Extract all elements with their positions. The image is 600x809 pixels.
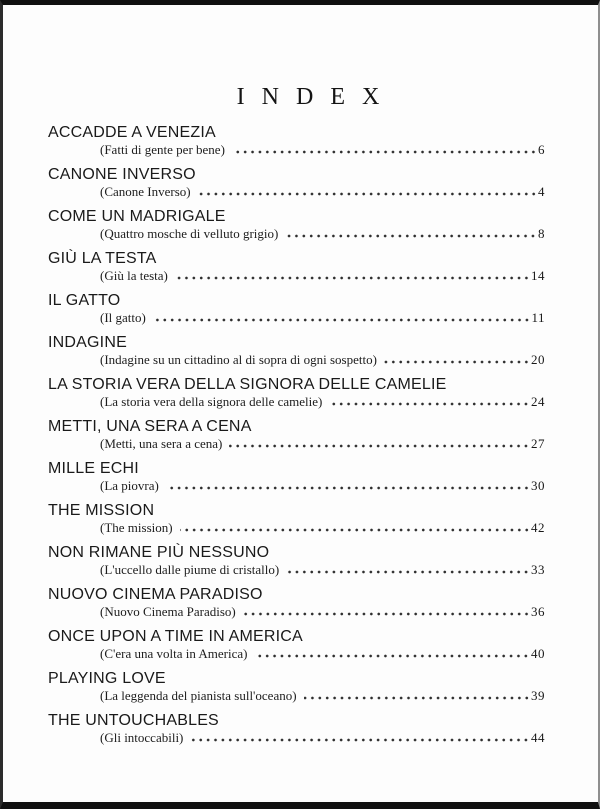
dot-leader — [190, 731, 531, 742]
dot-leader — [384, 353, 531, 364]
index-entry — [48, 670, 545, 703]
song-title: GIÙ LA TESTA — [48, 250, 157, 267]
film-subtitle: (Quattro mosche di velluto grigio) — [100, 226, 279, 241]
dot-leader — [175, 269, 531, 280]
entry-subtitle-row — [48, 563, 545, 577]
page-number: 6 — [538, 142, 545, 157]
dot-leader — [254, 647, 531, 658]
film-subtitle: (Indagine su un cittadino al di sopra di ogni sospetto) — [100, 352, 377, 367]
song-title: ONCE UPON A TIME IN AMERICA — [48, 628, 303, 645]
page-number: 20 — [531, 352, 545, 367]
page-number: 14 — [531, 268, 545, 283]
song-title: ACCADDE A VENEZIA — [48, 124, 216, 141]
entry-subtitle-row — [48, 227, 545, 241]
film-subtitle: (Gli intoccabili) — [100, 730, 184, 745]
index-entry — [48, 544, 545, 577]
entry-subtitle-row — [48, 689, 545, 703]
index-entry — [48, 418, 545, 451]
page-number: 24 — [531, 394, 545, 409]
dot-leader — [286, 563, 531, 574]
song-title: THE MISSION — [48, 502, 155, 519]
film-subtitle: (Canone Inverso) — [100, 184, 191, 199]
index-entry — [48, 250, 545, 283]
page-number: 40 — [531, 646, 545, 661]
index-entry — [48, 292, 545, 325]
song-title: LA STORIA VERA DELLA SIGNORA DELLE CAMELIE — [48, 376, 447, 393]
index-entry — [48, 124, 545, 157]
entry-subtitle-row — [48, 185, 545, 199]
song-title: CANONE INVERSO — [48, 166, 196, 183]
entry-subtitle-row — [48, 521, 545, 535]
entry-subtitle-row — [48, 437, 545, 451]
entry-subtitle-row — [48, 311, 545, 325]
song-title: INDAGINE — [48, 334, 127, 351]
film-subtitle: (Fatti di gente per bene) — [100, 142, 225, 157]
song-title: THE UNTOUCHABLES — [48, 712, 219, 729]
index-list — [48, 124, 545, 745]
film-subtitle: (C'era una volta in America) — [100, 646, 248, 661]
dot-leader — [166, 479, 531, 490]
index-entry — [48, 376, 545, 409]
film-subtitle: (Giù la testa) — [100, 268, 168, 283]
film-subtitle: (Il gatto) — [100, 310, 146, 325]
index-entry — [48, 628, 545, 661]
dot-leader — [229, 437, 531, 448]
dot-leader — [285, 227, 538, 238]
page-number: 42 — [531, 520, 545, 535]
song-title: NON RIMANE PIÙ NESSUNO — [48, 544, 270, 561]
page-number: 27 — [531, 436, 545, 451]
entry-subtitle-row — [48, 647, 545, 661]
page-number: 30 — [531, 478, 545, 493]
page-title: INDEX — [236, 84, 397, 110]
song-title: MILLE ECHI — [48, 460, 139, 477]
dot-leader — [304, 689, 531, 700]
dot-leader — [198, 185, 538, 196]
entry-subtitle-row — [48, 605, 545, 619]
page-number: 33 — [531, 562, 545, 577]
film-subtitle: (The mission) — [100, 520, 173, 535]
entry-subtitle-row — [48, 395, 545, 409]
film-subtitle: (L'uccello dalle piume di cristallo) — [100, 562, 280, 577]
index-entry — [48, 586, 545, 619]
page-number: 11 — [531, 310, 545, 325]
song-title: COME UN MADRIGALE — [48, 208, 226, 225]
page-number: 39 — [531, 688, 545, 703]
film-subtitle: (Nuovo Cinema Paradiso) — [100, 604, 236, 619]
song-title: PLAYING LOVE — [48, 670, 166, 687]
film-subtitle: (La leggenda del pianista sull'oceano) — [100, 688, 297, 703]
entry-subtitle-row — [48, 143, 545, 157]
page-number: 4 — [538, 184, 545, 199]
index-entry — [48, 502, 545, 535]
entry-subtitle-row — [48, 269, 545, 283]
index-entry — [48, 712, 545, 745]
song-title: NUOVO CINEMA PARADISO — [48, 586, 263, 603]
index-entry — [48, 208, 545, 241]
dot-leader — [180, 521, 531, 532]
film-subtitle: (La piovra) — [100, 478, 159, 493]
song-title: IL GATTO — [48, 292, 121, 309]
page-number: 8 — [538, 226, 545, 241]
page-number: 44 — [531, 730, 545, 745]
entry-subtitle-row — [48, 353, 545, 367]
film-subtitle: (La storia vera della signora delle camelie) — [100, 394, 323, 409]
index-entry — [48, 334, 545, 367]
dot-leader — [243, 605, 531, 616]
film-subtitle: (Metti, una sera a cena) — [100, 436, 223, 451]
index-entry — [48, 166, 545, 199]
dot-leader — [153, 311, 532, 322]
dot-leader — [329, 395, 531, 406]
page-number: 36 — [531, 604, 545, 619]
entry-subtitle-row — [48, 731, 545, 745]
page-content — [3, 85, 598, 745]
song-title: METTI, UNA SERA A CENA — [48, 418, 252, 435]
dot-leader — [232, 143, 538, 154]
entry-subtitle-row — [48, 479, 545, 493]
index-entry — [48, 460, 545, 493]
